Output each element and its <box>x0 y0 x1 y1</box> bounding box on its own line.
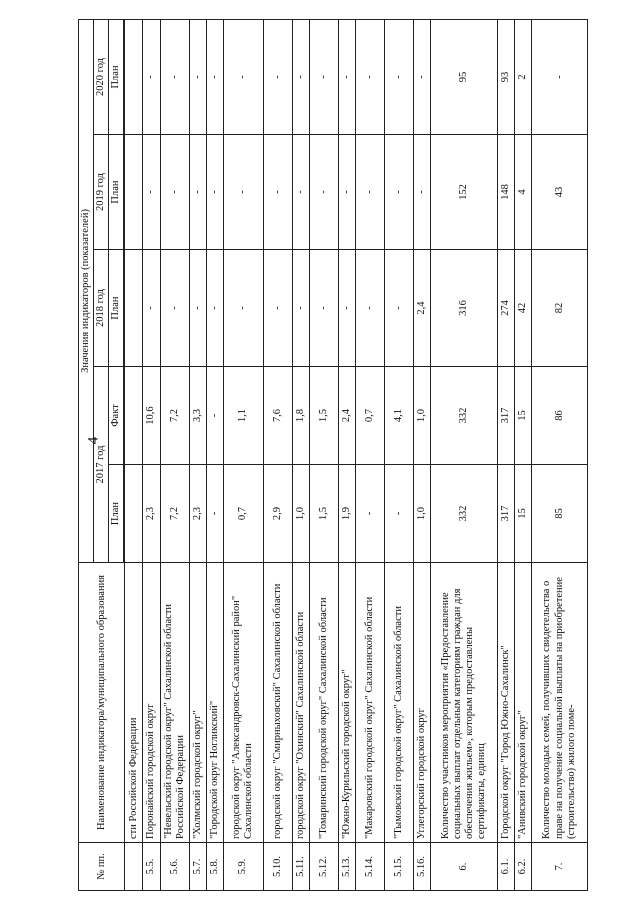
row-value: 1,5 <box>309 465 338 563</box>
row-num: 5.15. <box>385 843 414 891</box>
row-value: 15 <box>514 465 531 563</box>
row-num: 5.7. <box>189 843 206 891</box>
row-value: - <box>263 135 292 250</box>
row-value: - <box>189 19 206 134</box>
row-name: Количество молодых семей, получивших свидетельства о праве на получение социальной выплаты на приобретение (строительство) жилого поме- <box>532 563 588 843</box>
row-value: 10,6 <box>143 367 160 465</box>
row-num: 5.14. <box>356 843 385 891</box>
header-plan-2018: План <box>109 250 124 367</box>
row-value: 82 <box>532 250 588 367</box>
row-value: - <box>206 367 223 465</box>
row-value: 332 <box>431 465 498 563</box>
row-value: 7,2 <box>160 367 189 465</box>
row-value: - <box>414 135 431 250</box>
row-value: 0,7 <box>356 367 385 465</box>
row-value: - <box>160 135 189 250</box>
row-value <box>125 19 143 134</box>
row-value: - <box>263 19 292 134</box>
row-num: 6.2. <box>514 843 531 891</box>
row-value: - <box>292 135 309 250</box>
row-value: 43 <box>532 135 588 250</box>
rotated-table-container <box>78 20 588 891</box>
row-value: - <box>263 250 292 367</box>
header-year-2020: 2020 год <box>94 19 109 134</box>
row-num: 5.6. <box>160 843 189 891</box>
table-row <box>431 19 498 890</box>
row-num: 5.5. <box>143 843 160 891</box>
row-value: - <box>356 465 385 563</box>
header-name: Наименование индикатора/муниципального образования <box>79 563 125 843</box>
row-value: 7,2 <box>160 465 189 563</box>
table-row <box>206 19 223 890</box>
header-plan-2017: План <box>109 465 124 563</box>
row-value: - <box>143 250 160 367</box>
row-value: 2,3 <box>143 465 160 563</box>
row-name: Городской округ "Город Южно-Сахалинск" <box>497 563 514 843</box>
row-value: 1,0 <box>414 465 431 563</box>
row-name: городской округ "Александровск-Сахалинский район" Сахалинской области <box>224 563 264 843</box>
row-num: 5.9. <box>224 843 264 891</box>
row-value: 148 <box>497 135 514 250</box>
row-value: 2 <box>514 19 531 134</box>
row-value: 2,4 <box>338 367 355 465</box>
row-value: 7,6 <box>263 367 292 465</box>
row-value: 1,0 <box>414 367 431 465</box>
header-num: № пп. <box>79 843 125 891</box>
row-value: - <box>385 19 414 134</box>
table-row <box>309 19 338 890</box>
table-row <box>125 19 143 890</box>
table-row <box>338 19 355 890</box>
row-value: - <box>143 19 160 134</box>
row-value: 274 <box>497 250 514 367</box>
row-value: 15 <box>514 367 531 465</box>
row-value: 42 <box>514 250 531 367</box>
row-value: 1,9 <box>338 465 355 563</box>
row-name: "Невельский городской округ" Сахалинской области Российской Федерации <box>160 563 189 843</box>
row-num: 5.8. <box>206 843 223 891</box>
row-name: "Холмский городской округ" <box>189 563 206 843</box>
header-plan-2020: План <box>109 19 124 134</box>
row-value: - <box>143 135 160 250</box>
row-value: - <box>385 135 414 250</box>
row-value: - <box>206 465 223 563</box>
row-value: 1,5 <box>309 367 338 465</box>
header-year-2017: 2017 год <box>94 367 109 563</box>
row-value: 93 <box>497 19 514 134</box>
row-value: - <box>292 19 309 134</box>
row-name: сти Российской Федерации <box>125 563 143 843</box>
row-value: - <box>292 250 309 367</box>
row-name: городской округ "Охинский" Сахалинской области <box>292 563 309 843</box>
table-row <box>385 19 414 890</box>
row-name: "Городской округ Ногликский" <box>206 563 223 843</box>
table-row <box>356 19 385 890</box>
row-value: - <box>309 135 338 250</box>
table-row <box>160 19 189 890</box>
row-value: 332 <box>431 367 498 465</box>
table-row <box>514 19 531 890</box>
row-value: - <box>309 250 338 367</box>
row-value: - <box>206 19 223 134</box>
page-number: 4 <box>85 436 102 445</box>
row-value: - <box>189 135 206 250</box>
row-value: - <box>309 19 338 134</box>
row-value: 317 <box>497 367 514 465</box>
row-value: - <box>160 19 189 134</box>
table-row <box>292 19 309 890</box>
table-row <box>532 19 588 890</box>
row-value: - <box>356 250 385 367</box>
row-value: 4,1 <box>385 367 414 465</box>
row-value: 2,9 <box>263 465 292 563</box>
row-value: 1,8 <box>292 367 309 465</box>
row-value: - <box>224 250 264 367</box>
row-name: городской округ "Смирныховский" Сахалинской области <box>263 563 292 843</box>
row-num <box>125 843 143 891</box>
table-row <box>414 19 431 890</box>
row-value: 0,7 <box>224 465 264 563</box>
table-body <box>125 19 588 890</box>
row-value: 2,3 <box>189 465 206 563</box>
row-num: 5.13. <box>338 843 355 891</box>
table-row <box>263 19 292 890</box>
table-row <box>497 19 514 890</box>
row-name: "Макаровский городской округ" Сахалинской области <box>356 563 385 843</box>
indicators-table <box>78 19 588 891</box>
row-value: - <box>356 19 385 134</box>
row-value: - <box>385 250 414 367</box>
row-value: - <box>356 135 385 250</box>
row-value: - <box>160 250 189 367</box>
row-value: - <box>224 135 264 250</box>
row-value <box>125 135 143 250</box>
row-value: 85 <box>532 465 588 563</box>
row-value: 4 <box>514 135 531 250</box>
row-name: "Южно-Курильский городской округ" <box>338 563 355 843</box>
row-value: 317 <box>497 465 514 563</box>
row-name: Углегорский городской округ <box>414 563 431 843</box>
row-value: 1,0 <box>292 465 309 563</box>
row-value: - <box>206 135 223 250</box>
row-value <box>125 250 143 367</box>
row-value: - <box>224 19 264 134</box>
row-num: 5.16. <box>414 843 431 891</box>
row-num: 7. <box>532 843 588 891</box>
row-value: - <box>338 19 355 134</box>
row-name: "Анивский городской округ" <box>514 563 531 843</box>
row-value: 95 <box>431 19 498 134</box>
row-value: - <box>338 135 355 250</box>
row-name: "Тымовский городской округ" Сахалинской области <box>385 563 414 843</box>
row-num: 6. <box>431 843 498 891</box>
row-value: - <box>385 465 414 563</box>
row-value: - <box>532 19 588 134</box>
row-value: 3,3 <box>189 367 206 465</box>
row-value: 86 <box>532 367 588 465</box>
row-value: 152 <box>431 135 498 250</box>
table-row <box>189 19 206 890</box>
header-group: Значения индикаторов (показателей) <box>79 19 94 562</box>
header-year-2018: 2018 год <box>94 250 109 367</box>
row-value: 1,1 <box>224 367 264 465</box>
table-row <box>224 19 264 890</box>
row-num: 5.10. <box>263 843 292 891</box>
row-num: 5.12. <box>309 843 338 891</box>
row-value <box>125 367 143 465</box>
header-fact-2017: Факт <box>109 367 124 465</box>
row-name: Поронайский городской округ <box>143 563 160 843</box>
row-value: - <box>338 250 355 367</box>
row-name: "Томаринский городской округ" Сахалинской области <box>309 563 338 843</box>
row-num: 5.11. <box>292 843 309 891</box>
row-value: 2,4 <box>414 250 431 367</box>
table-row <box>143 19 160 890</box>
row-value <box>125 465 143 563</box>
row-value: 316 <box>431 250 498 367</box>
header-year-2019: 2019 год <box>94 135 109 250</box>
row-value: - <box>206 250 223 367</box>
header-plan-2019: План <box>109 135 124 250</box>
row-value: - <box>189 250 206 367</box>
row-num: 6.1. <box>497 843 514 891</box>
row-name: Количество участников мероприятия «Предоставление социальных выплат отдельным категориям граждан для обеспечения жильем», которым предоставлены сертификаты, единиц <box>431 563 498 843</box>
row-value: - <box>414 19 431 134</box>
